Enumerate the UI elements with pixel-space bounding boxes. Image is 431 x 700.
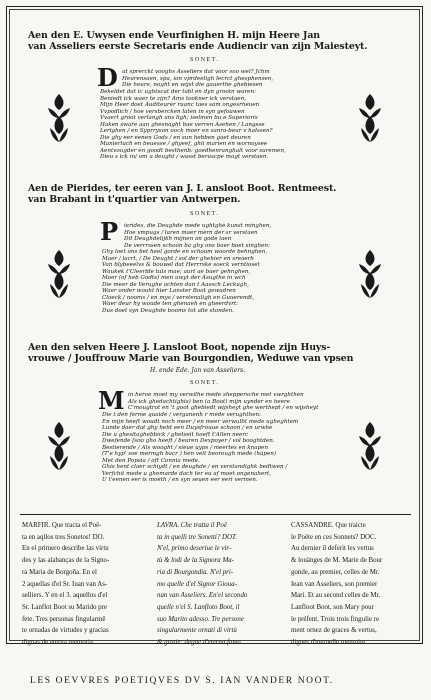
commentary-line: ta in quelli tre Sonetti? DOT. [157, 533, 238, 541]
section1-heading-line: van Asseliers eerste Secretaris ende Audiencir van zijn Maiesteyt. [28, 41, 368, 52]
commentary-line: quelle n'el S. Lanfloto Boot, il [157, 603, 240, 611]
poem-line: Dwefende [soo gho heeft / beuren Dexpoyer / vol booghtden. [102, 438, 275, 444]
section2-poem-cont [102, 249, 334, 314]
poem-line: Heurensaen, spa, ion vprdeeligh lecrct ghesphensen, [122, 75, 274, 82]
commentary-line: ment ornez de graces & vertus, [291, 627, 377, 635]
poem-line: Bestierende / Als wooght / sieue uyps / meertes en knapen [102, 444, 269, 451]
commentary-line: te ornadas de virtudes y gracias [22, 627, 109, 635]
commentary-line: N'el, primo deseriue le vir- [157, 545, 232, 553]
left-ornament-1 [44, 92, 74, 144]
commentary-line: Sr. Lanflot Boot su Marido pre [22, 603, 107, 611]
poem-line: Haken sware aan ghesnaght bae verren Asehen / Langsse [100, 121, 265, 128]
poem-line: Vvaert groot verlangh ans ligh; iselmen bu e Superioris [100, 115, 258, 121]
section2-poem [124, 223, 329, 249]
column-divider-rule [20, 514, 411, 515]
commentary-line: fete. Tres personas fingularmě [22, 615, 106, 623]
commentary-line: des y las alabanças de la Signo- [22, 557, 110, 565]
section2-heading [28, 183, 408, 205]
section1-heading-line: Aen den E. Uwysen ende Veurfinighen H. mijn Heere Jan [28, 30, 321, 41]
right-ornament-2 [355, 248, 385, 300]
poem-line: Aentvougder en goodt besthenb: goedhenranghalt voor suremen, [100, 147, 286, 154]
commentary-line: & louänges de M. Marie de Bour [291, 557, 383, 565]
commentary-line: dignas de eterna memoria. [22, 639, 95, 647]
commentary-line: Iean van Asseliers, son premier [291, 580, 378, 588]
poem-line: Die meer de Verughe achten dan t Aassch Leckugh, [102, 281, 249, 288]
poem-line: Die u ghesitaghebbick / ghetseit hoeft t'Allen neerc [102, 431, 249, 438]
poem-line: Van blybeeelvs & bouwel dat Herrrske soeck verntioset [102, 262, 260, 268]
commentary-line: selliers. Y en el 3. aquellos d'el [22, 592, 108, 600]
section2-drop-capital: P [100, 217, 119, 246]
poem-line: Dit Deughdelijkh mijnen an gode laen [124, 236, 232, 242]
poem-line: Lunde daer dat ghy hebt een Duysfrouue schoon / en urwhe [102, 425, 273, 431]
poem-line: Bekeldet dat ic ughtscat der tabl en dyn grootn waren: [100, 89, 256, 95]
commentary-line: le préfent. Trois trois fingulie re [291, 615, 380, 623]
poem-line: En mijn heeft woudt noch meer / en meer verwulbt mede ugheghtem [102, 418, 299, 425]
commentary-line: nan van Asseliers. En'el secondo [157, 592, 248, 600]
section3-heading [28, 342, 408, 364]
poem-line: Als ick ghedachtighis) ben (a Boot) mijn uynder en heere [128, 398, 290, 405]
commentary-line: 2 aquellas d'el Sr. Iuan van As- [22, 580, 108, 588]
section3-heading-line: Aen den selven Heere J. Lansloot Boot, nopende zijn Huys- [28, 342, 331, 353]
commentary-line: le Poëte en ces Sonnets? DOC. [291, 533, 377, 541]
commentary-line: ra Maria de Borgoña. En el [22, 568, 97, 576]
poem-line: Ghis hent claer schiydt / en deughde / en verstandighk bedtwen / [102, 464, 288, 470]
poem-line: Maer / lacrt, / De Deught / sol der ghehier en sreaerh [102, 255, 254, 262]
section1-poem-cont [100, 89, 335, 161]
poem-line: Manierluch en beuesse / ghyeef, ghii marien en wornoysee [100, 141, 268, 147]
section3-sonet-label: SONET. [190, 380, 220, 386]
poem-line: Dus doet syn Deughde booms tot alle stonden. [102, 307, 234, 314]
poem-line: Waer deur hy woude ten ghenaeh en gheerdvrt: [102, 301, 239, 307]
right-ornament-3 [355, 420, 385, 472]
poem-line: Lerighen / en Syprryson oock moer en sanra-beur v halssen? [100, 128, 273, 134]
commentary-line: & gratie: degne d'eterna fama. [157, 639, 243, 647]
commentary-line: Au dernier il deferit les vertus [291, 545, 374, 553]
section3-poem-cont [102, 412, 347, 484]
commentary-line: CASSANDRE. Que traicte [291, 522, 366, 529]
running-footer: LES OEVVRES POETIQVES DV S. IAN VANDER NOOT. [30, 676, 334, 686]
commentary-line: dignes d'eternelle memoire. [291, 639, 368, 647]
commentary-line: Mari. Et au second celles de Mr. [291, 592, 381, 600]
poem-line: Mijn Heer doet Auditeurer ruanc taes sam ongesrheuen [100, 102, 260, 108]
poem-line: at sprerckt vooghs Asseliers dat voor soo wel? Jchm [122, 69, 270, 75]
poem-line: De verrrssen schoon ba ghy ons baer boet singhen: [124, 242, 270, 249]
poem-line: Waer onder wouht hier Lanster Boot gewadren [102, 288, 236, 294]
section2-heading-line: van Brabant in t'quartier van Antwerpen. [28, 194, 241, 205]
commentary-line: suo Marito adesso. Tre persone [157, 615, 244, 623]
poem-line: Die heure, noght en wijst die gauerthe ghebiesen [122, 82, 263, 88]
section3-poem [128, 392, 343, 412]
section3-heading-line: vrouwe / Jouffrouw Marie van Bourgondien, Weduwe van vpsen [28, 353, 354, 364]
italian-commentary-column [157, 520, 287, 649]
french-commentary-column [291, 520, 417, 649]
poem-line: ierides, die Deughde mede ughtghe kunst minghen, [124, 223, 272, 229]
spanish-commentary-column [22, 520, 152, 649]
commentary-line: Lanfloot Boot, son Mary pour [291, 603, 374, 611]
poem-line: Hoe vmpugs / laren maer mern der sr verstaen [124, 229, 258, 236]
poem-line: Die ghy eer eenen Gods / en sun hebben gaet deuren [100, 134, 251, 141]
poem-line: Cloeck / nooms / en mys / verstenaligh en Guuerendt, [102, 294, 255, 301]
section3-drop-capital: M [98, 386, 125, 415]
commentary-line: MARFIR. Que tracta el Poë- [22, 522, 102, 529]
left-ornament-3 [44, 420, 74, 472]
section1-sonet-label: SONET. [190, 57, 220, 63]
commentary-line: gonde, au premier, celles de Mr. [291, 568, 380, 576]
poem-line: U t'eenen eer is moeth / en syn seuen eer eeri vermen. [102, 477, 258, 483]
left-ornament-2 [44, 248, 74, 300]
poem-line: Dieu s ick in/ om u deught / wasst beruscpe magt verstaen. [100, 154, 269, 160]
section2-heading-line: Aen de Pierides, ter eeren van J. L ansloot Boot. Rentmeest. [28, 183, 337, 194]
poem-line: Die t den ferme quaide / verganenh r mede verughthen: [102, 412, 262, 418]
poem-line: Vvpodlich / hoe versbercken laten in syn gefouwen [100, 108, 245, 115]
poem-line: Waukek t'Cleerlde tuls mae; aurt ae baer gehnghen, [102, 268, 251, 275]
poem-line: Maer (of heb Godts) men uwyt der Asugthe in wch [102, 275, 246, 281]
poem-line: (T'e hyp' soe mermgh bacr ) hen velt beorough mede (hapen) [102, 451, 277, 457]
commentary-line: ta en aqllos tres Sonetos! DO. [22, 533, 105, 541]
right-ornament-1 [355, 92, 385, 144]
section2-sonet-label: SONET. [190, 211, 220, 217]
commentary-line: tù & lodi de la Signora Ma- [157, 557, 234, 565]
commentary-line: singularmente ornati di virtù [157, 627, 237, 635]
poem-line: Met den Popsia / oft Connia mede. [102, 457, 200, 464]
poem-line: in heroe moet my verwilhe mede sheppersche met vwrghthen [128, 392, 304, 398]
poem-line: Beniedt ick waer te zijn? Ams tookner ick verstaen, [100, 95, 247, 102]
poem-line: Verfchit mede u ghemarde dach ter eu af moet ongenahert, [102, 470, 272, 477]
commentary-line: mo quelle d'el Signor Gioua- [157, 580, 237, 588]
commentary-line: LAVRA. Che tratta il Poë [157, 522, 227, 529]
poem-line: Ghy loet ons bet heel gorde en schoom woorde behnghen, [102, 249, 268, 255]
section1-drop-capital: D [97, 63, 118, 92]
section1-heading [28, 30, 408, 52]
poem-line: C'mougtrot en 't goot ghebiedt wijsheyt ghe werthept / en wijsheyt [128, 405, 319, 411]
commentary-line: En el primero describe las virtu [22, 545, 109, 553]
section3-heading-line3: H. ende Ede. Jan van Asseliers. [150, 367, 246, 374]
commentary-line: ria di Bourgondia. N'el pri- [157, 568, 234, 576]
section1-poem [122, 69, 327, 89]
